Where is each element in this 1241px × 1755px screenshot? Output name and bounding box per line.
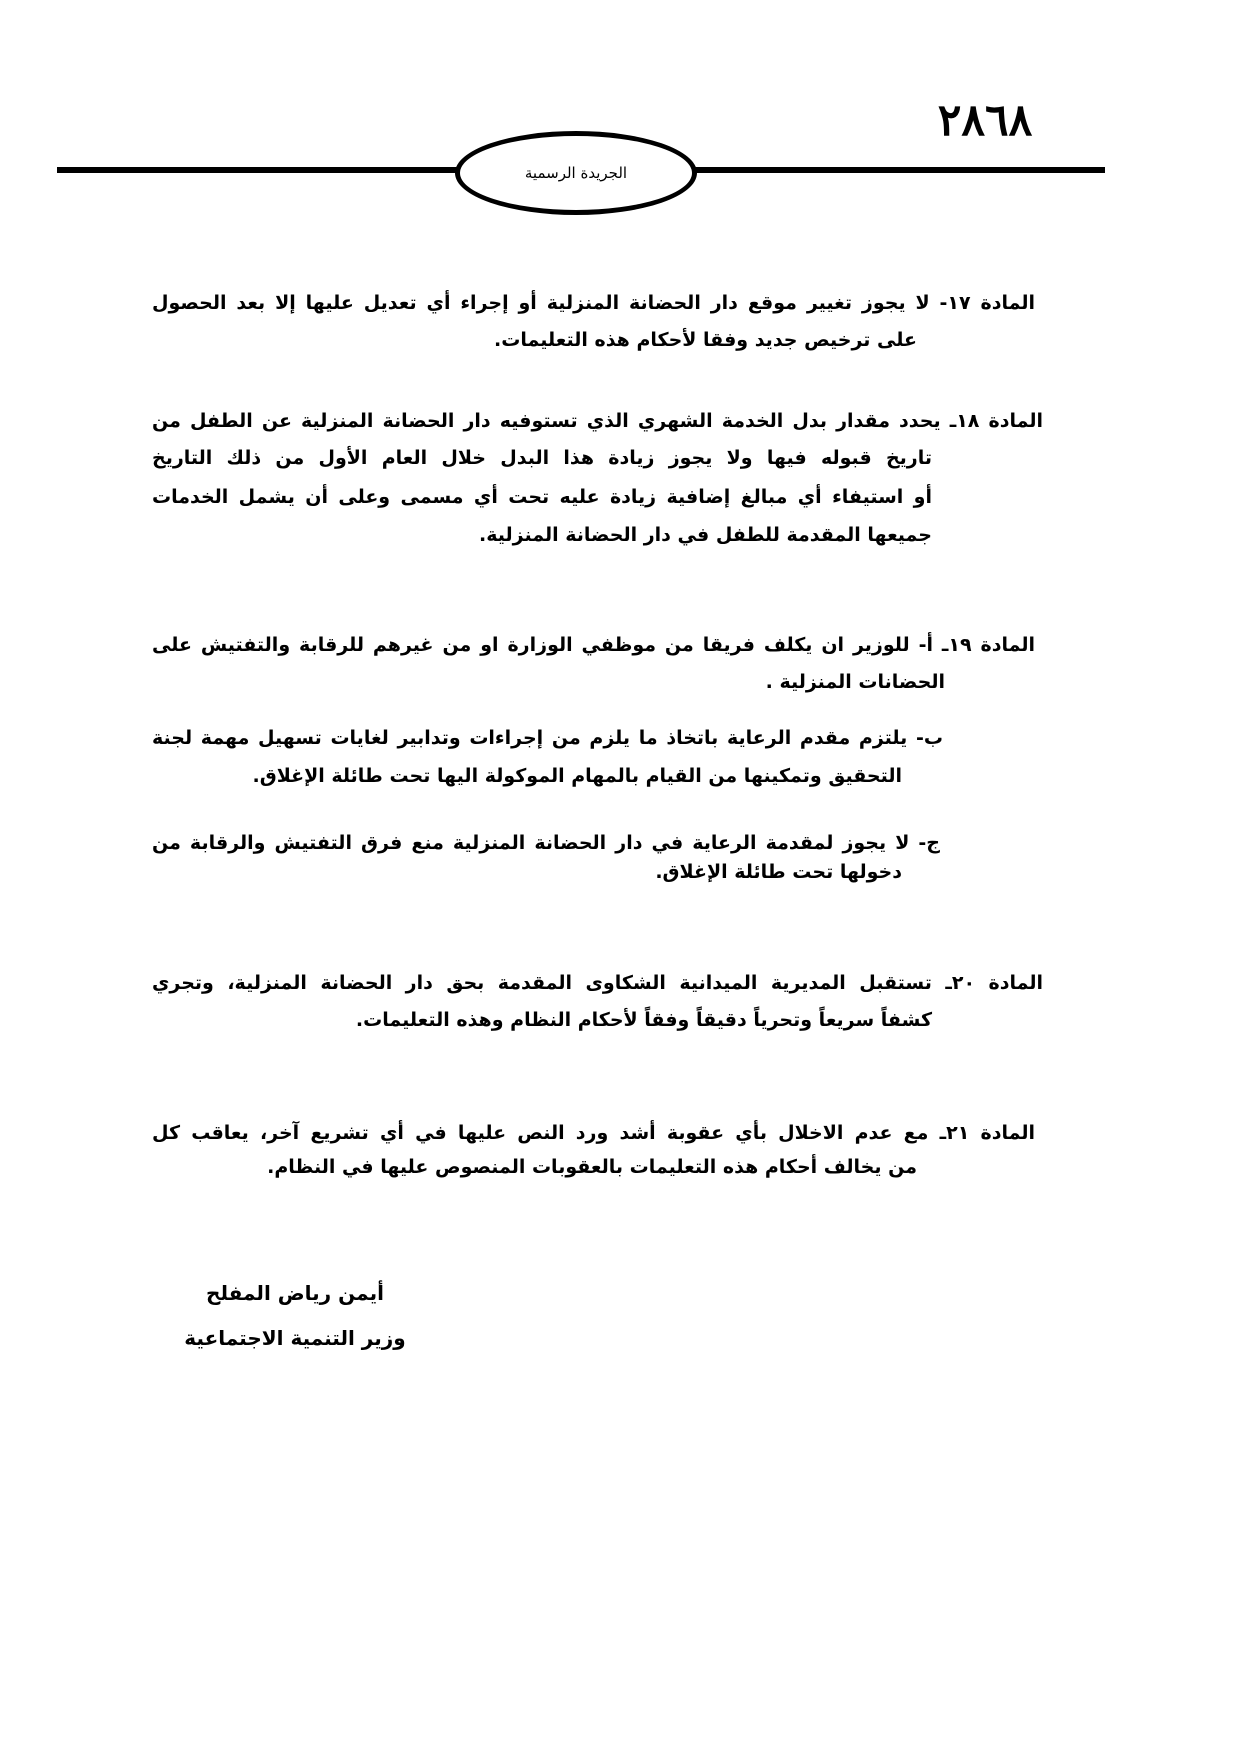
article-20-line-1: المادة ٢٠ـ تستقبل المديرية الميدانية الشكاوى المقدمة بحق دار الحضانة المنزلية، وتجري (152, 972, 1043, 994)
article-18-line-3: أو استيفاء أي مبالغ إضافية زيادة عليه تحت أي مسمى وعلى أن يشمل الخدمات (152, 486, 932, 508)
article-19-a-line-1: المادة ١٩ـ أ- للوزير ان يكلف فريقا من موظفي الوزارة او من غيرهم للرقابة والتفتيش على (152, 634, 1035, 656)
page-number: ٢٨٦٨ (937, 95, 1033, 146)
article-20-line-2: كشفاً سريعاً وتحرياً دقيقاً وفقاً لأحكام النظام وهذه التعليمات. (355, 1009, 932, 1031)
header-rule-left (57, 167, 457, 173)
article-21-line-1: المادة ٢١ـ مع عدم الاخلال بأي عقوبة أشد ورد النص عليها في أي تشريع آخر، يعاقب كل (152, 1122, 1035, 1144)
article-19-a-line-2: الحضانات المنزلية . (765, 671, 945, 693)
article-19-c-line-2: دخولها تحت طائلة الإغلاق. (655, 861, 902, 883)
article-18-line-2: تاريخ قبوله فيها ولا يجوز زيادة هذا البدل خلال العام الأول من ذلك التاريخ (152, 447, 932, 469)
article-18-line-4: جميعها المقدمة للطفل في دار الحضانة المنزلية. (479, 524, 932, 546)
article-21-line-2: من يخالف أحكام هذه التعليمات بالعقوبات المنصوص عليها في النظام. (267, 1156, 917, 1178)
article-19-b-line-1: ب- يلتزم مقدم الرعاية باتخاذ ما يلزم من إجراءات وتدابير لغايات تسهيل مهمة لجنة (152, 727, 943, 749)
signature-title: وزير التنمية الاجتماعية (184, 1326, 406, 1350)
signature-name: أيمن رياض المفلح (206, 1281, 384, 1305)
article-17-line-1: المادة ١٧- لا يجوز تغيير موقع دار الحضانة المنزلية أو إجراء أي تعديل عليها إلا بعد الحصول (152, 292, 1035, 314)
article-17-line-2: على ترخيص جديد وفقا لأحكام هذه التعليمات. (494, 329, 917, 351)
header-rule-right (690, 167, 1105, 173)
article-18-line-1: المادة ١٨ـ يحدد مقدار بدل الخدمة الشهري الذي تستوفيه دار الحضانة المنزلية عن الطفل من (152, 410, 1043, 432)
article-19-c-line-1: ج- لا يجوز لمقدمة الرعاية في دار الحضانة المنزلية منع فرق التفتيش والرقابة من (152, 832, 940, 854)
article-19-b-line-2: التحقيق وتمكينها من القيام بالمهام الموكولة اليها تحت طائلة الإغلاق. (252, 765, 902, 787)
publication-title: الجريدة الرسمية (524, 164, 628, 182)
publication-title-oval (455, 131, 697, 215)
